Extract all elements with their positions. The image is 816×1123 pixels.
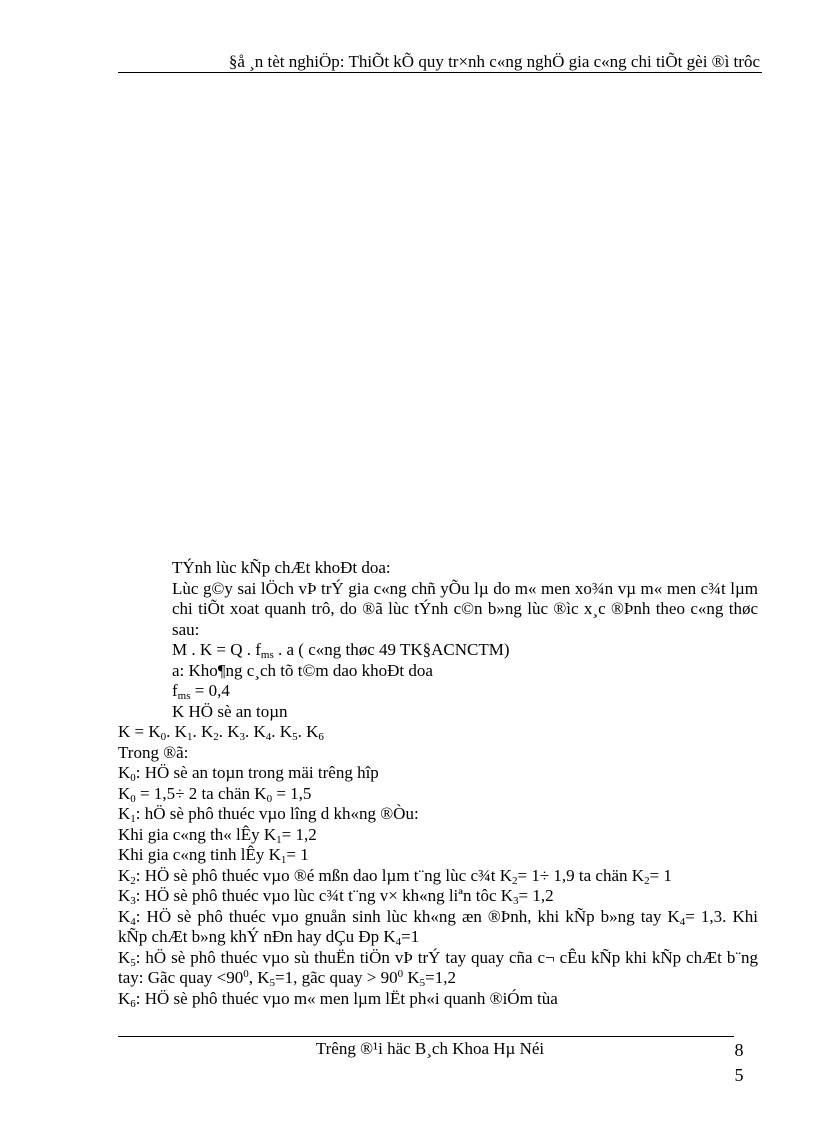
- k1-rough-s: 1: [276, 833, 282, 846]
- fms-rest: = 0,4: [190, 681, 230, 700]
- formula-line: [118, 640, 758, 661]
- k-letter: K: [279, 722, 293, 741]
- formula-rhs: . a ( c«ng thøc 49 TK§ACNCTM): [273, 640, 510, 659]
- k3-s2: 3: [513, 895, 519, 907]
- formula-lhs: M . K = Q . f: [172, 640, 261, 659]
- k6-s: 6: [130, 997, 136, 1010]
- k3-s: 3: [130, 895, 136, 907]
- header-rule: [118, 72, 762, 73]
- k5-s: 5: [130, 956, 136, 969]
- k-letter: K: [118, 763, 131, 782]
- k-letter: K: [200, 722, 214, 741]
- k2-c: = 1: [649, 865, 672, 885]
- a-definition: a: Kho¶ng c¸ch tõ t©m dao khoÐt doa: [172, 660, 433, 680]
- k5-paragraph: [118, 948, 758, 989]
- k2-s2: 2: [512, 874, 518, 887]
- k5-b: , K: [248, 968, 270, 987]
- k4-b: = 1,3. Khi kÑp chÆt b»ng khÝ nÐn hay dÇu Ðp K: [118, 906, 758, 946]
- k5-c: =1, gãc quay > 90: [275, 968, 398, 987]
- k-letter: K: [306, 722, 319, 741]
- k4-s3: 4: [395, 936, 402, 948]
- fms-sub: ms: [177, 690, 191, 702]
- k0-sub: 0: [130, 772, 136, 784]
- k4-c: =1: [401, 927, 420, 946]
- k5-s2: 5: [269, 977, 276, 989]
- k2-b: = 1÷ 1,9 ta chän K: [517, 865, 645, 885]
- k0-value-c: = 1,5: [272, 783, 312, 803]
- k4-s: 4: [130, 915, 136, 928]
- k0-value-a: K: [118, 783, 131, 803]
- k5-a: : hÖ sè phô thuéc vµo sù thuËn tiÖn vÞ trÝ tay quay cña c¬ cÊu kÑp khi kÑp chÆt b¨ng tay: Gãc quay <90: [118, 947, 758, 987]
- k-letter: K: [118, 865, 131, 885]
- k2-s3: 2: [644, 874, 650, 887]
- k1-line: [118, 804, 758, 825]
- k0-value-b: = 1,5÷ 2 ta chän K: [135, 783, 267, 803]
- k2-s: 2: [130, 874, 136, 887]
- k1-fine-s: 1: [280, 854, 287, 866]
- k3-b: = 1,2: [518, 886, 554, 905]
- k-formula-sub-0: 0: [160, 731, 167, 743]
- k1-sub: 1: [130, 813, 136, 825]
- k-formula-sub-5: 5: [292, 731, 298, 743]
- page-header: §å ¸n tèt nghiÖp: ThiÕt kÕ quy tr×nh c«ng nghÖ gia c«ng chi tiÕt gèi ®ì trôc: [228, 52, 760, 71]
- k2-a: : HÖ sè phô thuéc vµo ®é mßn dao lµm t¨ng lùc c¾t K: [135, 865, 512, 885]
- k0-line: [118, 763, 758, 784]
- k6-line: [118, 989, 758, 1010]
- page-digit-2: 5: [734, 1065, 744, 1085]
- trong-do: Trong ®ã:: [118, 742, 189, 762]
- k1-rough-a: Khi gia c«ng th« lÊy K: [118, 824, 277, 844]
- k0-desc: : HÖ sè an toµn trong mäi trêng hîp: [135, 763, 379, 782]
- k-letter: K: [227, 722, 240, 741]
- k-formula-sub-1: 1: [186, 731, 193, 743]
- k5-d: K: [403, 968, 420, 987]
- k1-fine: [118, 845, 758, 866]
- k0-value-s2: 0: [266, 792, 273, 805]
- fms-value: [118, 681, 758, 702]
- k0-value: [118, 784, 758, 805]
- k3-line: [118, 886, 758, 907]
- fms-f: f: [172, 681, 178, 700]
- k-definition: K HÖ sè an toµn: [172, 701, 288, 721]
- document-body: [118, 558, 758, 1009]
- k4-a: : HÖ sè phô thuéc vµo gnuån sinh lùc kh«ng æn ®Þnh, khi kÑp b»ng tay K: [135, 906, 680, 926]
- k-formula-sub-4: 4: [265, 731, 272, 743]
- k-formula-sub-6: 6: [318, 731, 324, 743]
- k5-sup1: 0: [243, 968, 249, 980]
- section-title: TÝnh lùc kÑp chÆt khoÐt doa:: [172, 558, 391, 577]
- k0-value-s1: 0: [130, 792, 136, 805]
- k4-paragraph: [118, 907, 758, 948]
- k1-rough: [118, 825, 758, 846]
- k5-s3: 5: [419, 977, 426, 989]
- k6-a: : HÖ sè phô thuéc vµo m« men lµm lËt ph«i quanh ®iÓm tùa: [135, 988, 558, 1008]
- k2-line: [118, 866, 758, 887]
- k1-rough-b: = 1,2: [281, 824, 317, 844]
- k1-fine-a: Khi gia c«ng tinh lÊy K: [118, 845, 281, 864]
- k-letter: K: [118, 988, 131, 1008]
- paragraph-force-description: Lùc g©y sai lÖch vÞ trÝ gia c«ng chñ yÕu lµ do m« men xo¾n vµ m« men c¾t lµm chi tiÕt xoat quanh trô, do ®ã lùc tÝnh c©n b»ng lùc ®ìc x¸c ®Þnh theo c«ng thøc sau:: [172, 578, 758, 639]
- k-letter: K: [118, 886, 131, 905]
- k5-e: =1,2: [425, 968, 456, 987]
- k5-sup2: 0: [397, 968, 404, 980]
- k-formula-sub-3: 3: [239, 731, 245, 743]
- footer-text: Trêng ®¹i häc B¸ch Khoa Hµ Néi: [315, 1039, 545, 1058]
- k-letter: K: [174, 722, 187, 741]
- page-number: [733, 1038, 745, 1088]
- page-digit-1: 8: [734, 1040, 744, 1060]
- k1-fine-b: = 1: [286, 845, 309, 864]
- k-formula: $K = K_0$. $K_1$. $K_2$. $K_3$. $K_4$. $K_5$. $K_6$: [118, 722, 324, 743]
- k-formula-head: K = K: [118, 722, 161, 741]
- k-letter: K: [118, 906, 131, 926]
- k-letter: K: [253, 722, 266, 741]
- k1-desc: : hÖ sè phô thuéc vµo lîng d kh«ng ®Òu:: [135, 804, 419, 823]
- k3-a: : HÖ sè phô thuéc vµo lùc c¾t t¨ng v× kh«ng liªn tôc K: [135, 886, 514, 905]
- k-letter: K: [118, 804, 131, 823]
- k-letter: K: [118, 947, 131, 967]
- k-formula-sub-2: 2: [213, 731, 219, 743]
- formula-sub: ms: [260, 649, 274, 661]
- k4-s2: 4: [679, 915, 686, 928]
- footer-rule: [118, 1036, 734, 1037]
